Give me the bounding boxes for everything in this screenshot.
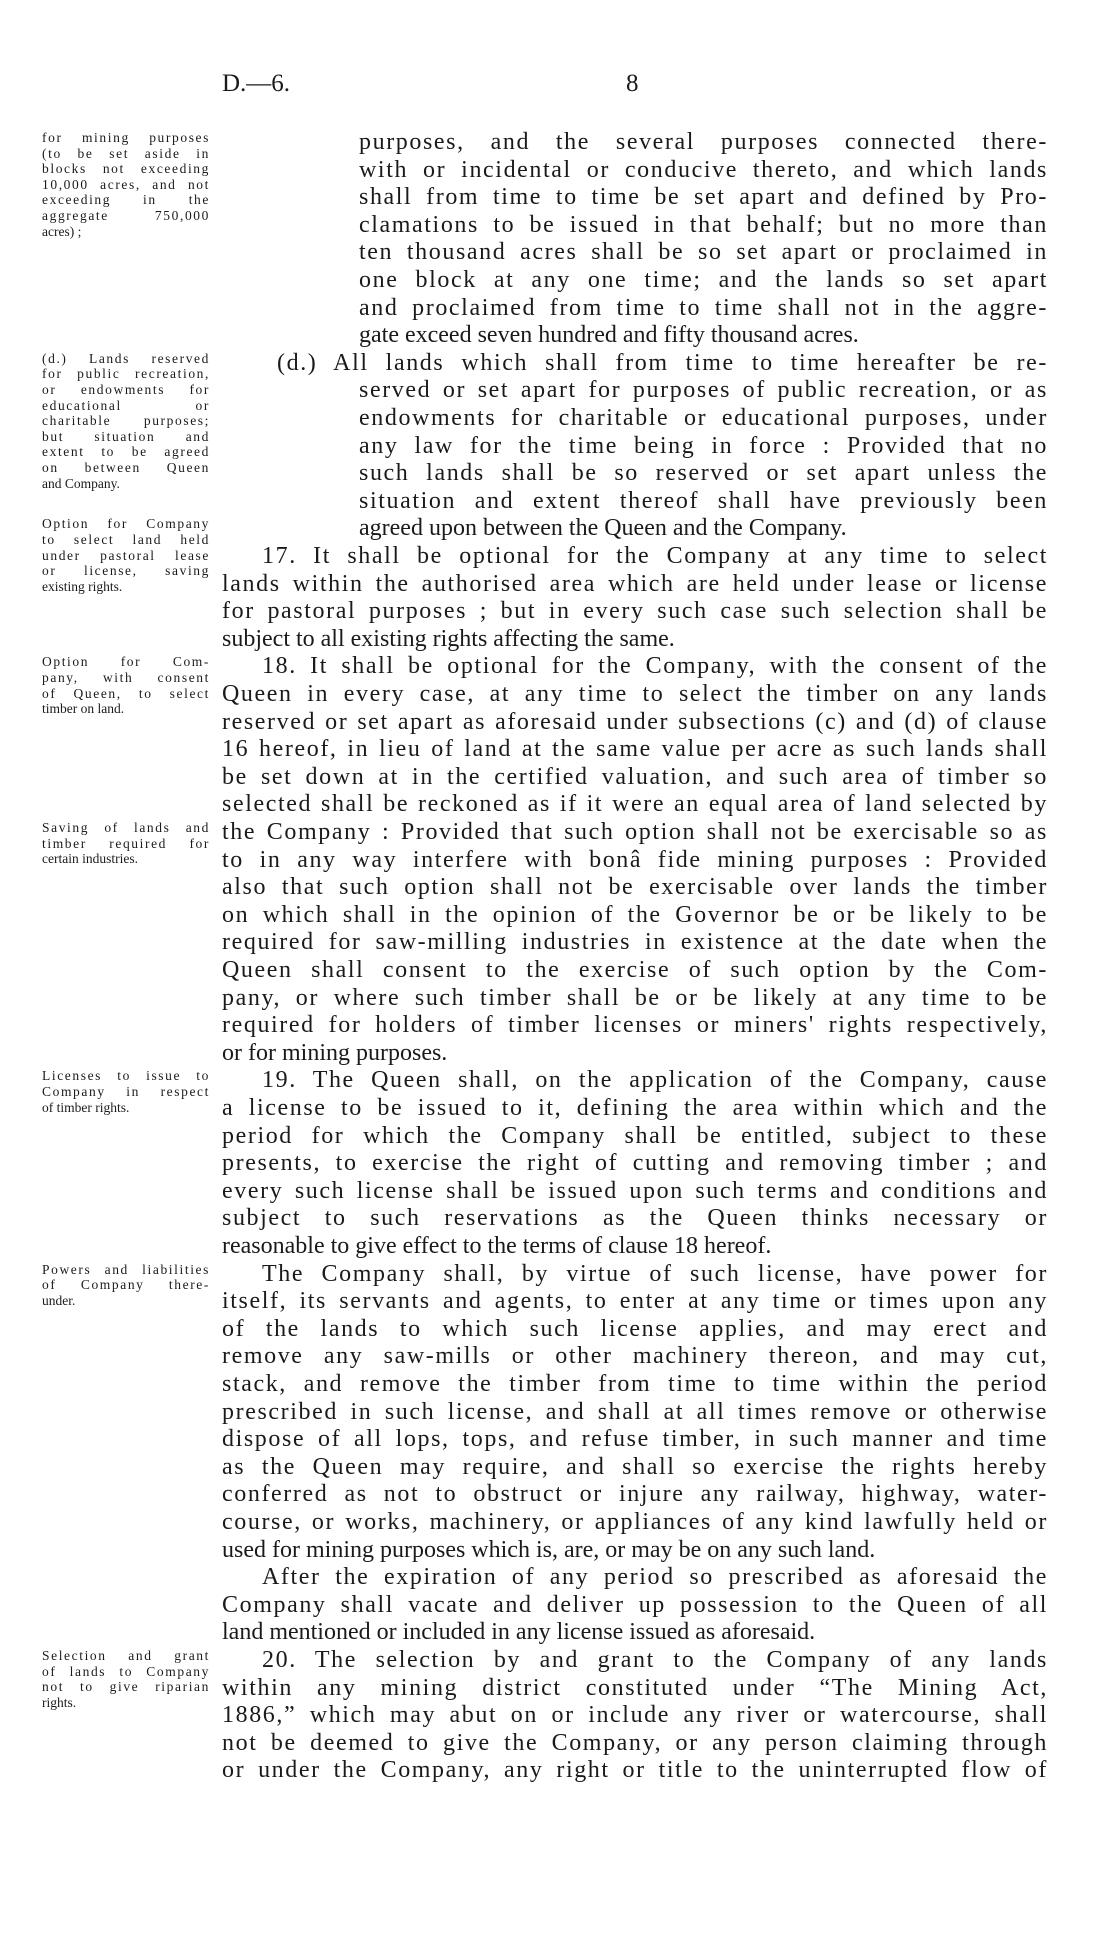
text-line-content: 18. It shall be optional for the Company, with the consent of the — [262, 653, 1048, 680]
margin-note-line — [42, 398, 212, 414]
margin-note-line — [42, 413, 212, 429]
text-line — [222, 1508, 1048, 1536]
margin-note — [42, 516, 212, 594]
margin-note-text: educational or — [42, 397, 210, 413]
margin-note-line — [42, 208, 212, 224]
text-line — [222, 1674, 1048, 1702]
text-line-content: pany, or where such timber shall be or be likely at any time to be — [222, 984, 1048, 1011]
text-line-content: 20. The selection by and grant to the Company of any lands — [262, 1647, 1048, 1673]
margin-note-line — [42, 670, 212, 686]
text-line — [222, 818, 1048, 846]
text-line — [359, 321, 859, 349]
text-line-content: Queen shall consent to the exercise of such option by the Com- — [222, 957, 1048, 983]
text-line-content: clamations to be issued in that behalf; but no more than — [359, 211, 1048, 238]
text-line-content: endowments for charitable or educational purposes, under — [359, 405, 1048, 431]
text-line — [222, 1204, 1048, 1232]
margin-note-text: charitable purposes; — [42, 413, 210, 429]
text-line — [222, 846, 1048, 874]
margin-note-text: Option for Com- — [42, 654, 210, 670]
text-line — [222, 1039, 447, 1067]
text-line-content: 16 hereof, in lieu of land at the same value per acre as such lands shall — [222, 736, 1048, 763]
text-line-content: served or set apart for purposes of public recreation, or as — [359, 377, 1048, 404]
margin-note-line — [42, 161, 212, 177]
text-line-content: be set down at in the certified valuation, and such area of timber so — [222, 763, 1048, 790]
margin-note-line — [42, 460, 212, 476]
margin-note-text: timber on land. — [42, 701, 125, 717]
margin-note-text: or endowments for — [42, 381, 210, 397]
margin-note-text: Company in respect — [42, 1083, 210, 1099]
text-line-content: period for which the Company shall be entitled, subject to these — [222, 1122, 1048, 1149]
text-line — [222, 956, 1048, 984]
text-line-content: required for holders of timber licenses or miners' rights respectively, — [222, 1012, 1048, 1039]
margin-note-text: to select land held — [42, 531, 210, 547]
text-line — [262, 1646, 1048, 1674]
text-line — [222, 1122, 1048, 1150]
margin-note-line — [42, 579, 212, 595]
text-line — [222, 1094, 1048, 1122]
margin-note-text: rights. — [42, 1694, 77, 1710]
text-line — [222, 1232, 771, 1260]
margin-note-line — [42, 177, 212, 193]
text-line — [222, 901, 1048, 929]
text-line-content: subject to all existing rights affecting the same. — [222, 625, 675, 652]
text-line — [222, 763, 1048, 791]
margin-note-line — [42, 1293, 212, 1309]
margin-note-line — [42, 851, 212, 867]
margin-note-text: on between Queen — [42, 459, 210, 475]
text-line — [222, 570, 1048, 598]
margin-note-line — [42, 686, 212, 702]
text-line — [359, 183, 1048, 211]
text-line — [262, 1260, 1048, 1288]
margin-note-text: exceeding in the — [42, 192, 210, 208]
text-line — [262, 542, 1048, 570]
text-line-content: presents, to exercise the right of cutting and removing timber ; and — [222, 1150, 1048, 1177]
margin-note-line — [42, 1664, 212, 1680]
text-line-content: land mentioned or included in any license issued as aforesaid. — [222, 1619, 816, 1646]
margin-note-text: but situation and — [42, 428, 210, 444]
margin-note-line — [42, 192, 212, 208]
margin-note-text: of lands to Company — [42, 1663, 210, 1679]
text-line-content: situation and extent thereof shall have previously been — [359, 487, 1048, 514]
margin-note-line — [42, 224, 212, 240]
margin-note-text: 10,000 acres, and not — [42, 176, 210, 192]
text-line — [222, 1480, 1048, 1508]
text-line-content: or for mining purposes. — [222, 1039, 448, 1066]
margin-note — [42, 130, 212, 239]
margin-note-line — [42, 654, 212, 670]
text-line — [359, 514, 847, 542]
margin-note-text: pany, with consent — [42, 669, 210, 685]
margin-note-text: of Queen, to select — [42, 685, 210, 701]
margin-note — [42, 1648, 212, 1710]
document-code: D.—6. — [222, 70, 291, 97]
margin-note-line — [42, 1648, 212, 1664]
margin-note — [42, 820, 212, 867]
text-line — [222, 1342, 1048, 1370]
text-line-content: 1886,” which may abut on or include any river or watercourse, shall — [222, 1702, 1048, 1729]
text-line-content: prescribed in such license, and shall at all times remove or otherwise — [222, 1398, 1048, 1425]
text-line — [277, 349, 1048, 377]
text-line-content: any law for the time being in force : Provided that no — [359, 432, 1048, 459]
margin-note-text: or license, saving — [42, 563, 210, 579]
text-line — [222, 1149, 1048, 1177]
margin-note-text: for public recreation, — [42, 366, 210, 382]
margin-note-line — [42, 130, 212, 146]
text-line — [222, 1453, 1048, 1481]
margin-note-text: not to give riparian — [42, 1679, 210, 1695]
text-line-content: within any mining district constituted under “The Mining Act, — [222, 1674, 1048, 1701]
text-line — [222, 680, 1048, 708]
text-line-content: gate exceed seven hundred and fifty thousand acres. — [359, 322, 859, 349]
text-line-content: every such license shall be issued upon such terms and conditions and — [222, 1177, 1048, 1204]
text-line-content: lands within the authorised area which are held under lease or license — [222, 570, 1048, 597]
text-line-content: agreed upon between the Queen and the Company. — [359, 515, 847, 542]
text-line-content: reasonable to give effect to the terms of clause 18 hereof. — [222, 1233, 772, 1259]
margin-note-text: Powers and liabilities — [42, 1261, 210, 1277]
text-line-content: one block at any one time; and the lands so set apart — [359, 267, 1048, 293]
margin-note-text: of Company there- — [42, 1277, 210, 1293]
text-line — [359, 487, 1048, 515]
text-line-content: of the lands to which such license applies, and may erect and — [222, 1315, 1048, 1342]
text-line — [222, 735, 1048, 763]
text-line-content: The Company shall, by virtue of such license, have power for — [262, 1260, 1048, 1287]
text-line-content: required for saw-milling industries in existence at the date when the — [222, 929, 1048, 956]
text-line-content: reserved or set apart as aforesaid under subsections (c) and (d) of clause — [222, 708, 1048, 735]
text-line-content: After the expiration of any period so prescribed as aforesaid the — [262, 1564, 1048, 1591]
text-line — [222, 1729, 1048, 1757]
margin-note-line — [42, 1100, 212, 1116]
text-line-content: for pastoral purposes ; but in every such case such selection shall be — [222, 598, 1048, 625]
margin-note — [42, 1262, 212, 1309]
margin-note-line — [42, 1277, 212, 1293]
margin-note-line — [42, 1068, 212, 1084]
text-line-content: used for mining purposes which is, are, or may be on any such land. — [222, 1536, 876, 1563]
margin-note-text: Selection and grant — [42, 1648, 210, 1663]
text-line — [222, 1618, 815, 1646]
margin-note-text: existing rights. — [42, 578, 123, 594]
margin-note-line — [42, 836, 212, 852]
text-line — [222, 984, 1048, 1012]
text-line-content: Queen in every case, at any time to select the timber on any lands — [222, 681, 1048, 707]
text-line — [222, 1591, 1048, 1619]
margin-note-text: for mining purposes — [42, 130, 210, 145]
text-line — [359, 266, 1048, 294]
text-line — [222, 1315, 1048, 1343]
margin-note-text: blocks not exceeding — [42, 161, 210, 177]
text-line — [359, 294, 1048, 322]
margin-note-text: acres) ; — [42, 223, 82, 239]
text-line — [222, 1011, 1048, 1039]
text-line-content: remove any saw-mills or other machinery thereon, and may cut, — [222, 1343, 1048, 1370]
margin-note-text: under pastoral lease — [42, 547, 210, 563]
text-line-content: and proclaimed from time to time shall not in the aggre- — [359, 294, 1048, 321]
text-line — [222, 597, 1048, 625]
text-line-content: conferred as not to obstruct or injure any railway, highway, water- — [222, 1481, 1048, 1508]
text-line — [222, 1177, 1048, 1205]
margin-note-line — [42, 1262, 212, 1278]
text-line-content: selected shall be reckoned as if it were an equal area of land selected by — [222, 791, 1048, 818]
text-line-content: as the Queen may require, and shall so exercise the rights hereby — [222, 1453, 1048, 1480]
text-line — [222, 1425, 1048, 1453]
text-line — [222, 1536, 875, 1564]
text-line-content: (d.) All lands which shall from time to time hereafter be re- — [277, 349, 1048, 376]
text-line — [222, 1287, 1048, 1315]
text-line-content: 17. It shall be optional for the Company at any time to select — [262, 543, 1048, 569]
margin-note — [42, 654, 212, 716]
margin-note-text: Licenses to issue to — [42, 1068, 210, 1084]
text-line — [262, 1563, 1048, 1591]
margin-note-text: extent to be agreed — [42, 444, 210, 460]
text-line-content: a license to be issued to it, defining the area within which and the — [222, 1095, 1048, 1121]
text-line — [222, 873, 1048, 901]
text-line — [359, 128, 1048, 156]
text-line — [359, 432, 1048, 460]
text-line-content: not be deemed to give the Company, or any person claiming through — [222, 1729, 1048, 1756]
margin-note-text: and Company. — [42, 475, 120, 491]
text-line — [222, 1701, 1048, 1729]
margin-note-text: of timber rights. — [42, 1099, 130, 1115]
text-line — [359, 156, 1048, 184]
margin-note-line — [42, 563, 212, 579]
margin-note-text: (d.) Lands reserved — [42, 350, 210, 366]
text-line — [359, 404, 1048, 432]
margin-note-line — [42, 820, 212, 836]
text-line — [222, 1370, 1048, 1398]
text-line — [222, 625, 675, 653]
margin-note-line — [42, 444, 212, 460]
text-line — [359, 376, 1048, 404]
text-line — [359, 238, 1048, 266]
margin-note-line — [42, 701, 212, 717]
text-line-content: dispose of all lops, tops, and refuse timber, in such manner and time — [222, 1426, 1048, 1453]
margin-note-text: Option for Company — [42, 516, 210, 532]
margin-note — [42, 1068, 212, 1115]
text-line-content: ten thousand acres shall be so set apart or proclaimed in — [359, 239, 1048, 266]
margin-note-line — [42, 429, 212, 445]
text-line-content: the Company : Provided that such option shall not be exercisable so as — [222, 819, 1048, 845]
text-line — [222, 790, 1048, 818]
margin-note — [42, 351, 212, 491]
text-line-content: or under the Company, any right or title to the uninterrupted flow of — [222, 1757, 1048, 1784]
text-line-content: also that such option shall not be exercisable over lands the timber — [222, 874, 1048, 901]
margin-note-line — [42, 382, 212, 398]
text-line-content: such lands shall be so reserved or set apart unless the — [359, 460, 1048, 487]
text-line-content: course, or works, machinery, or appliances of any kind lawfully held or — [222, 1509, 1048, 1535]
margin-note-line — [42, 532, 212, 548]
text-line — [359, 211, 1048, 239]
text-line-content: 19. The Queen shall, on the application of the Company, cause — [262, 1067, 1048, 1094]
text-line — [222, 928, 1048, 956]
page-number: 8 — [626, 70, 639, 97]
text-line — [222, 1756, 1048, 1784]
margin-note-text: aggregate 750,000 — [42, 207, 210, 223]
margin-note-line — [42, 1679, 212, 1695]
margin-note-line — [42, 1084, 212, 1100]
margin-note-line — [42, 516, 212, 532]
text-line-content: to in any way interfere with bonâ fide mining purposes : Provided — [222, 846, 1048, 873]
margin-note-line — [42, 351, 212, 367]
margin-note-text: under. — [42, 1292, 76, 1308]
margin-note-line — [42, 1695, 212, 1711]
text-line-content: on which shall in the opinion of the Governor be or be likely to be — [222, 901, 1048, 928]
margin-note-text: timber required for — [42, 835, 210, 851]
margin-note-text: (to be set aside in — [42, 145, 210, 161]
margin-note-text: Saving of lands and — [42, 820, 210, 835]
margin-note-line — [42, 146, 212, 162]
text-line — [262, 652, 1048, 680]
margin-note-line — [42, 548, 212, 564]
text-line-content: itself, its servants and agents, to enter at any time or times upon any — [222, 1288, 1048, 1315]
margin-note-line — [42, 476, 212, 492]
margin-note-text: certain industries. — [42, 851, 138, 867]
text-line — [222, 1398, 1048, 1426]
text-line — [262, 1066, 1048, 1094]
text-line-content: stack, and remove the timber from time to time within the period — [222, 1371, 1048, 1397]
text-line-content: purposes, and the several purposes connected there- — [359, 129, 1048, 155]
text-line-content: with or incidental or conducive thereto, and which lands — [359, 156, 1048, 183]
text-line-content: subject to such reservations as the Queen thinks necessary or — [222, 1205, 1048, 1232]
text-line — [359, 459, 1048, 487]
text-line-content: shall from time to time be set apart and defined by Pro- — [359, 184, 1048, 211]
margin-note-line — [42, 366, 212, 382]
text-line — [222, 708, 1048, 736]
text-line-content: Company shall vacate and deliver up possession to the Queen of all — [222, 1591, 1048, 1618]
